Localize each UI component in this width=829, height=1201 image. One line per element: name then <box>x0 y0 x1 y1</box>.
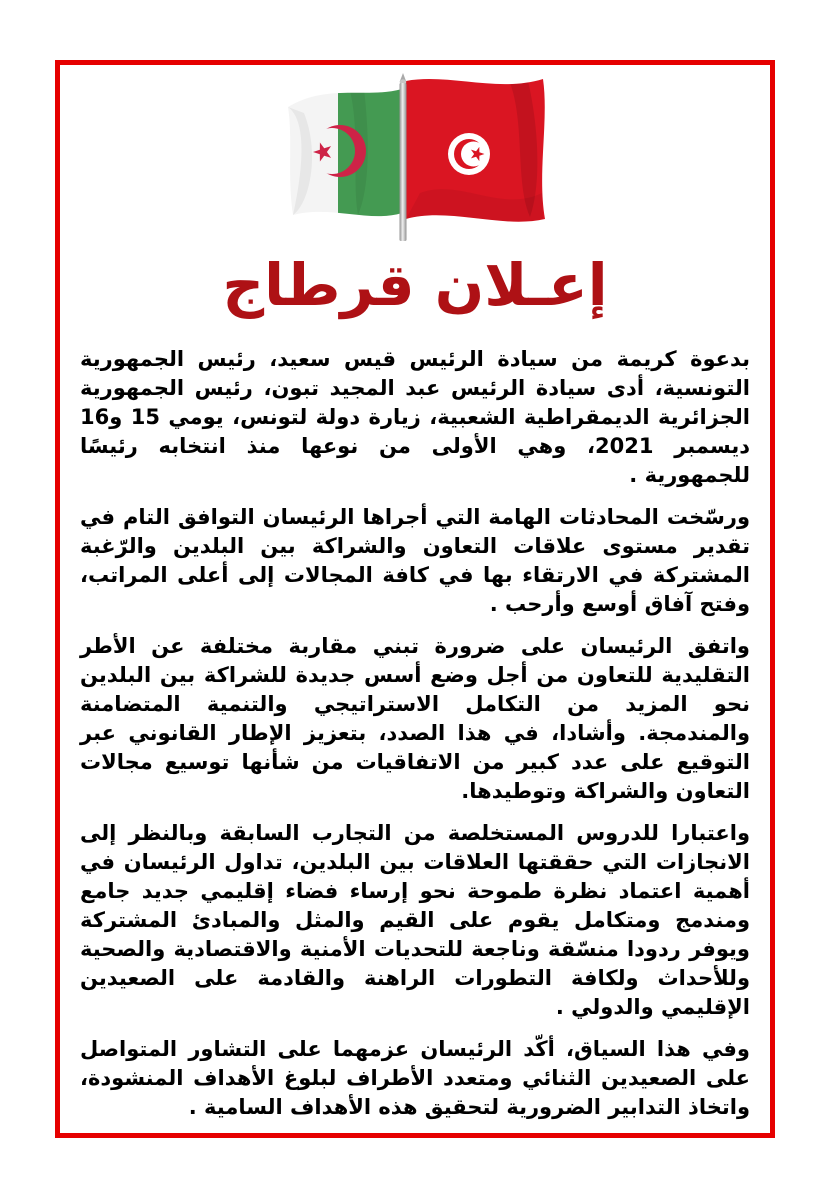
algeria-tunisia-flags-icon <box>280 73 550 243</box>
flag-pole <box>400 73 407 241</box>
flags-banner <box>280 73 550 243</box>
document-body <box>80 345 750 1135</box>
paragraph-talks: ورسّخت المحادثات الهامة التي أجراها الرئيسان التوافق التام في تقدير مستوى علاقات التعاون والشراكة بين البلدين والرّغبة المشتركة في الارتقاء بها في كافة المجالات إلى أعلى المراتب، وفتح آفاق أوسع وأرحب . <box>80 505 750 616</box>
page-title: إعـلان قرطاج <box>222 251 608 319</box>
tunisia-flag <box>400 73 550 243</box>
paragraph-invitation: بدعوة كريمة من سيادة الرئيس قيس سعيد، رئيس الجمهورية التونسية، أدى سيادة الرئيس عبد المجيد تبون، رئيس الجمهورية الجزائرية الديمقراطية الشعبية، زيارة دولة لتونس، يومي 15 و16 ديسمبر 2021، وهي الأولى من نوعها منذ انتخابه رئيسًا للجمهورية . <box>80 347 750 487</box>
paragraph-vision: واعتبارا للدروس المستخلصة من التجارب السابقة وبالنظر إلى الانجازات التي حققتها العلاقات بين البلدين، تداول الرئيسان في أهمية اعتماد نظرة طموحة نحو إرساء فضاء إقليمي جديد جامع ومندمج ومتكامل يقوم على القيم والمثل والمبادئ المشتركة ويوفر ردودا منسّقة وناجعة للتحديات الأمنية والاقتصادية والصحية وللأحداث ولكافة التطورات الراهنة والقادمة على الصعيدين الإقليمي والدولي . <box>80 821 750 1019</box>
red-border-frame <box>55 60 775 1138</box>
algeria-flag <box>280 73 404 243</box>
paragraph-agreement: واتفق الرئيسان على ضرورة تبني مقاربة مختلفة عن الأطر التقليدية للتعاون من أجل وضع أسس جديدة للشراكة بين البلدين نحو المزيد من التكامل الاستراتيجي والتنمية المتضامنة والمندمجة. وأشادا، في هذا الصدد، بتعزيز الإطار القانوني عبر التوقيع على عدد كبير من الاتفاقيات من شأنها توسيع مجالات التعاون والشراكة وتوطيدها. <box>80 634 750 803</box>
paragraph-conclusion: وفي هذا السياق، أكّد الرئيسان عزمهما على التشاور المتواصل على الصعيدين الثنائي ومتعدد الأطراف لبلوغ الأهداف المنشودة، واتخاذ التدابير الضرورية لتحقيق هذه الأهداف السامية . <box>80 1037 750 1119</box>
